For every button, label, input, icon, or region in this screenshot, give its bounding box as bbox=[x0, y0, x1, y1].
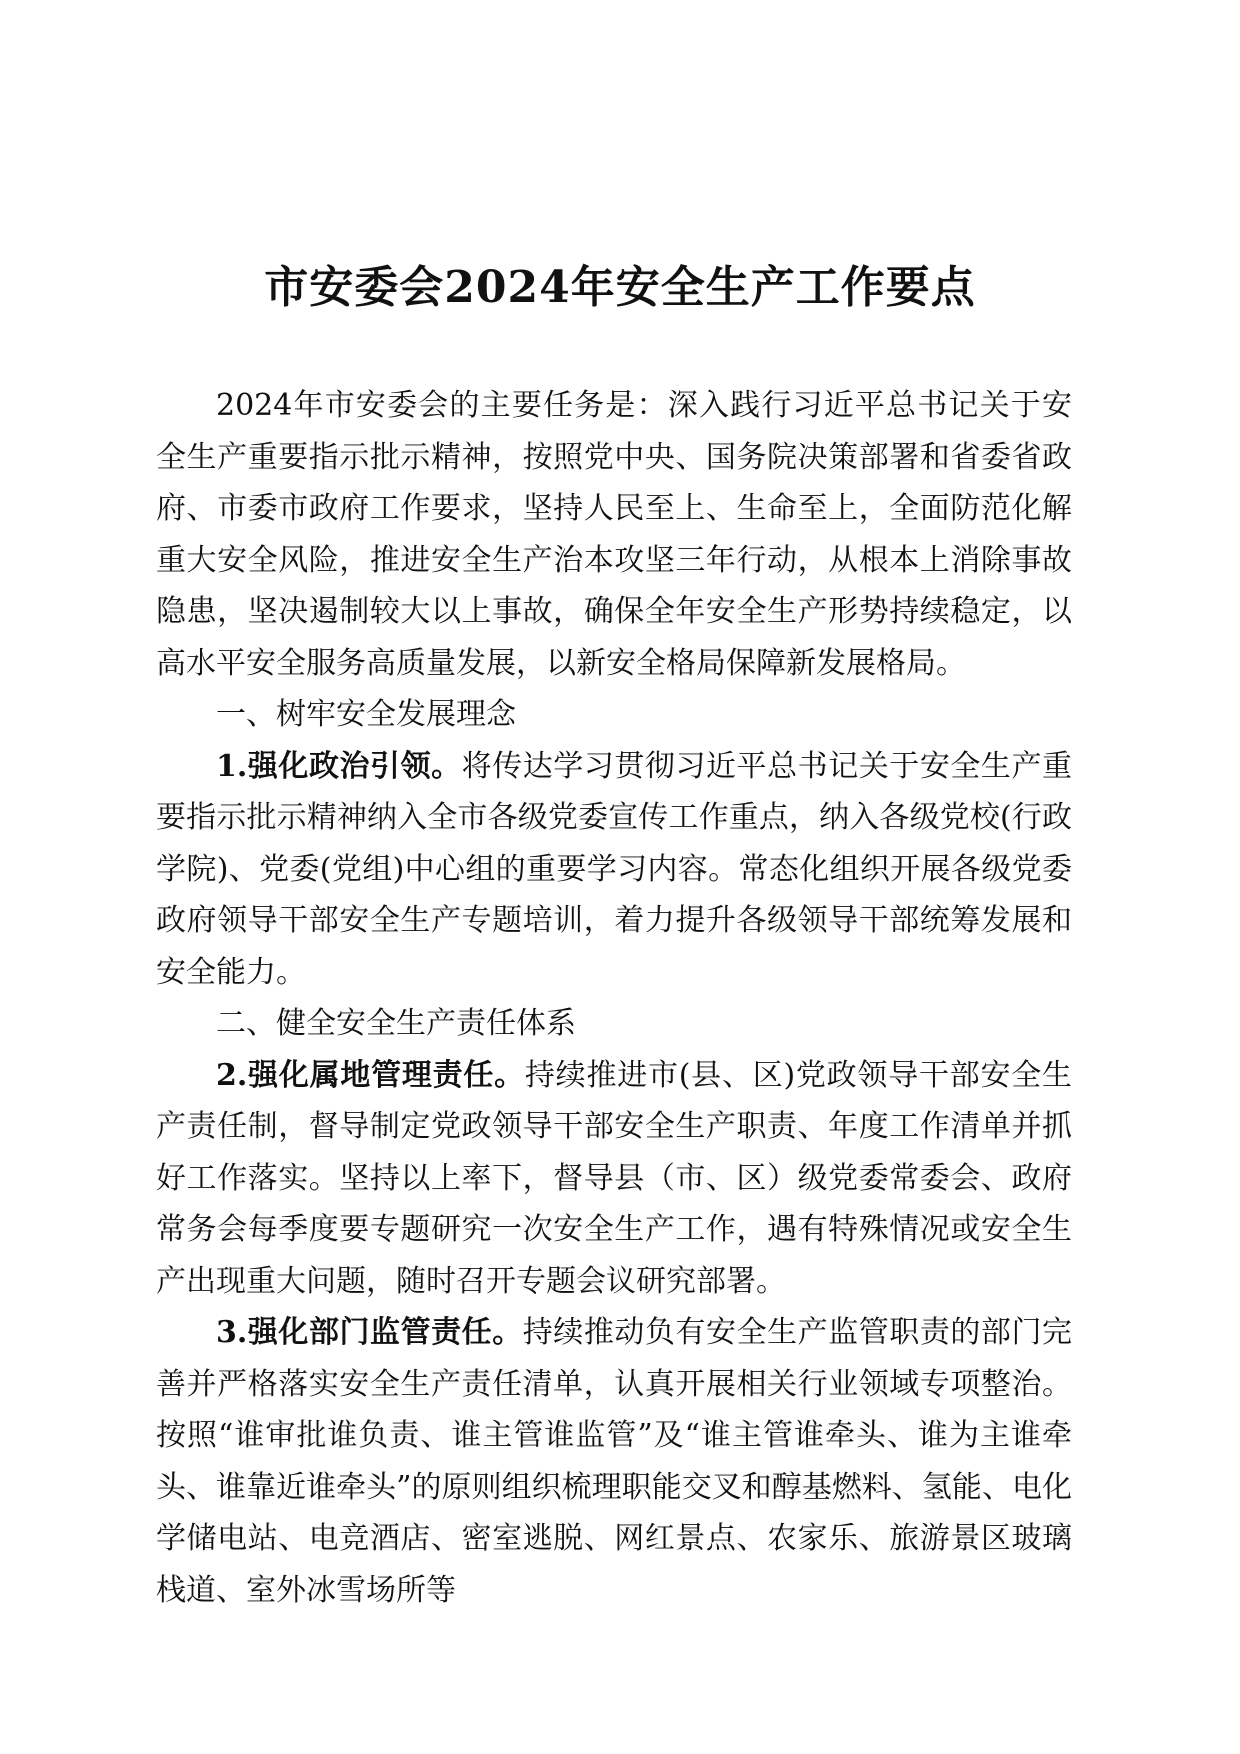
section-heading-1: 一、树牢安全发展理念 bbox=[216, 697, 516, 732]
item-1-lead: 1.强化政治引领。 bbox=[216, 748, 462, 784]
document-title: 市安委会2024年安全生产工作要点 bbox=[264, 262, 976, 313]
item-3-lead: 3.强化部门监管责任。 bbox=[216, 1315, 523, 1350]
document-body bbox=[156, 380, 1072, 1616]
intro-paragraph: 2024年市安委会的主要任务是：深入践行习近平总书记关于安全生产重要指示批示精神，按照党中央、国务院决策部署和省委省政府、市委市政府工作要求，坚持人民至上、生命至上，全面防范化解重大安全风险，推进安全生产治本攻坚三年行动，从根本上消除事故隐患，坚决遏制较大以上事故，确保全年安全生产形势持续稳定，以高水平安全服务高质量发展，以新安全格局保障新发展格局。 bbox=[156, 388, 1072, 681]
section-heading-2: 二、健全安全生产责任体系 bbox=[216, 1006, 576, 1041]
item-2-lead: 2.强化属地管理责任。 bbox=[216, 1057, 525, 1093]
item-3-paragraph bbox=[156, 1307, 1072, 1616]
item-1-paragraph bbox=[156, 741, 1072, 999]
item-2-paragraph bbox=[156, 1050, 1072, 1308]
item-2-text: 持续推进市(县、区)党政领导干部安全生产责任制，督导制定党政领导干部安全生产职责、年度工作清单并抓好工作落实。坚持以上率下，督导县（市、区）级党委常委会、政府常务会每季度要专题研究一次安全生产工作，遇有特殊情况或安全生产出现重大问题，随时召开专题会议研究部署。 bbox=[156, 1057, 1072, 1299]
item-3-text: 持续推动负有安全生产监管职责的部门完善并严格落实安全生产责任清单，认真开展相关行业领域专项整治。按照“谁审批谁负责、谁主管谁监管”及“谁主管谁牵头、谁为主谁牵头、谁靠近谁牵头”的原则组织梳理职能交叉和醇基燃料、氢能、电化学储电站、电竞酒店、密室逃脱、网红景点、农家乐、旅游景区玻璃栈道、室外冰雪场所等 bbox=[156, 1315, 1073, 1608]
item-1-text: 将传达学习贯彻习近平总书记关于安全生产重要指示批示精神纳入全市各级党委宣传工作重点，纳入各级党校(行政学院)、党委(党组)中心组的重要学习内容。常态化组织开展各级党委政府领导干部安全生产专题培训，着力提升各级领导干部统筹发展和安全能力。 bbox=[156, 748, 1072, 990]
